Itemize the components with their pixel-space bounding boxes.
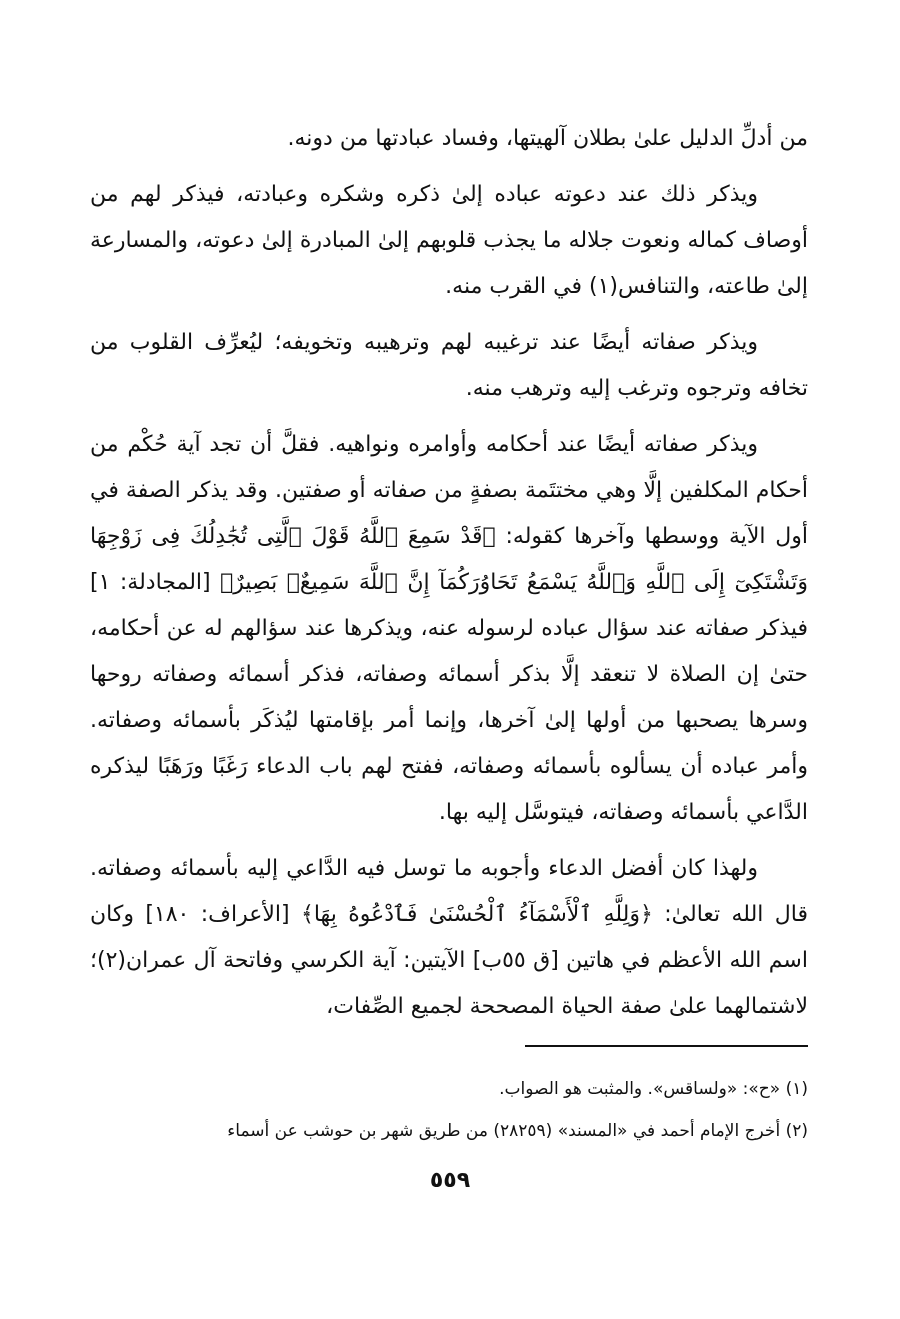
footnote-1: (١) «ح»: «ولساقس». والمثبت هو الصواب. bbox=[499, 1079, 808, 1099]
paragraph-3: ويذكر صفاته أيضًا عند ترغيبه لهم وترهيبه وتخويفه؛ ليُعرِّف القلوب من تخافه وترجوه وترغب إليه وترهب منه. bbox=[90, 330, 808, 401]
footnote-2: (٢) أخرج الإمام أحمد في «المسند» (٢٨٢٥٩) من طريق شهر بن حوشب عن أسماء bbox=[227, 1121, 808, 1141]
footnotes bbox=[90, 1068, 808, 1152]
paragraph-4: ويذكر صفاته أيضًا عند أحكامه وأوامره ونواهيه. فقلَّ أن تجد آية حُكْم من أحكام المكلفين إلَّا وهي مختتَمة بصفةٍ من صفاته أو صفتين. وقد يذكر الصفة في أول الآية ووسطها وآخرها كقوله: ﴿قَدْ سَمِعَ ٱللَّهُ قَوْلَ ٱلَّتِى تُجَٰدِلُكَ فِى زَوْجِهَا وَتَشْتَكِىٓ إِلَى ٱللَّهِ وَٱللَّهُ يَسْمَعُ تَحَاوُرَكُمَآ إِنَّ ٱللَّهَ سَمِيعٌۢ بَصِيرٌ﴾ [المجادلة: ١] فيذكر صفاته عند سؤال عباده لرسوله عنه، ويذكرها عند سؤالهم له عن أحكامه، حتىٰ إن الصلاة لا تنعقد إلَّا بذكر أسمائه وصفاته، فذكر أسمائه وصفاته روحها وسرها يصحبها من أولها إلىٰ آخرها، وإنما أمر بإقامتها ليُذكَر بأسمائه وصفاته. وأمر عباده أن يسألوه بأسمائه وصفاته، ففتح لهم باب الدعاء رَغَبًا ورَهَبًا ليذكره الدَّاعي بأسمائه وصفاته، فيتوسَّل إليه بها. bbox=[90, 432, 808, 825]
footnote-separator bbox=[525, 1045, 808, 1047]
paragraph-2: ويذكر ذلك عند دعوته عباده إلىٰ ذكره وشكره وعبادته، فيذكر لهم من أوصاف كماله ونعوت جلاله ما يجذب قلوبهم إلىٰ المبادرة إلىٰ دعوته، والمسارعة إلىٰ طاعته، والتنافس(١) في القرب منه. bbox=[90, 182, 808, 299]
page-number: ٥٥٩ bbox=[429, 1168, 471, 1193]
main-text bbox=[90, 116, 808, 1040]
paragraph-5: ولهذا كان أفضل الدعاء وأجوبه ما توسل فيه الدَّاعي إليه بأسمائه وصفاته. قال الله تعالىٰ: ﴿وَلِلَّهِ ٱلْأَسْمَآءُ ٱلْحُسْنَىٰ فَٱدْعُوهُ بِهَا﴾ [الأعراف: ١٨٠] وكان اسم الله الأعظم في هاتين [ق ٥٥ب] الآيتين: آية الكرسي وفاتحة آل عمران(٢)؛ لاشتمالهما علىٰ صفة الحياة المصححة لجميع الصِّفات، bbox=[90, 856, 808, 1019]
paragraph-1: من أدلِّ الدليل علىٰ بطلان آلهيتها، وفساد عبادتها من دونه. bbox=[287, 126, 808, 151]
